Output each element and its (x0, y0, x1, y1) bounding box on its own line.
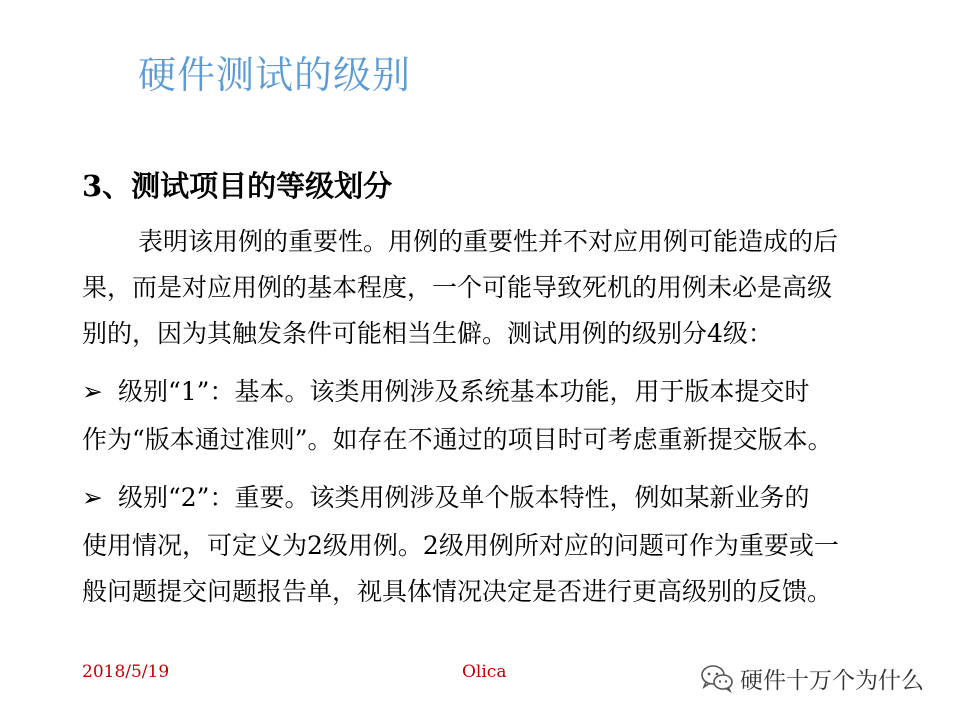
bullet-arrow-icon: ➢ (82, 377, 103, 406)
watermark-text: 硬件十万个为什么 (740, 667, 924, 694)
section-heading: 3、测试项目的等级划分 (82, 169, 393, 203)
bullet-arrow-icon: ➢ (82, 483, 103, 512)
bullet-text: 级别“2”：重要。该类用例涉及单个版本特性，例如某新业务的 (118, 483, 810, 512)
bullet-item (82, 376, 809, 408)
bullet-continuation: 使用情况，可定义为2级用例。2级用例所对应的问题可作为重要或一 (82, 531, 839, 560)
watermark (700, 660, 924, 696)
wechat-icon (700, 663, 734, 693)
paragraph-line: 表明该用例的重要性。用例的重要性并不对应用例可能造成的后 (138, 227, 839, 256)
bullet-text: 级别“1”：基本。该类用例涉及系统基本功能，用于版本提交时 (118, 377, 810, 406)
footer-author: Olica (462, 662, 507, 682)
paragraph-line: 果，而是对应用例的基本程度，一个可能导致死机的用例未必是高级 (82, 273, 833, 302)
footer-date: 2018/5/19 (82, 662, 170, 682)
bullet-continuation: 般问题提交问题报告单，视具体情况决定是否进行更高级别的反馈。 (82, 577, 833, 606)
slide-title: 硬件测试的级别 (138, 53, 412, 97)
bullet-continuation: 作为“版本通过准则”。如存在不通过的项目时可考虑重新提交版本。 (82, 425, 833, 454)
paragraph-line: 别的，因为其触发条件可能相当生僻。测试用例的级别分4级： (82, 319, 773, 348)
bullet-item (82, 482, 809, 514)
